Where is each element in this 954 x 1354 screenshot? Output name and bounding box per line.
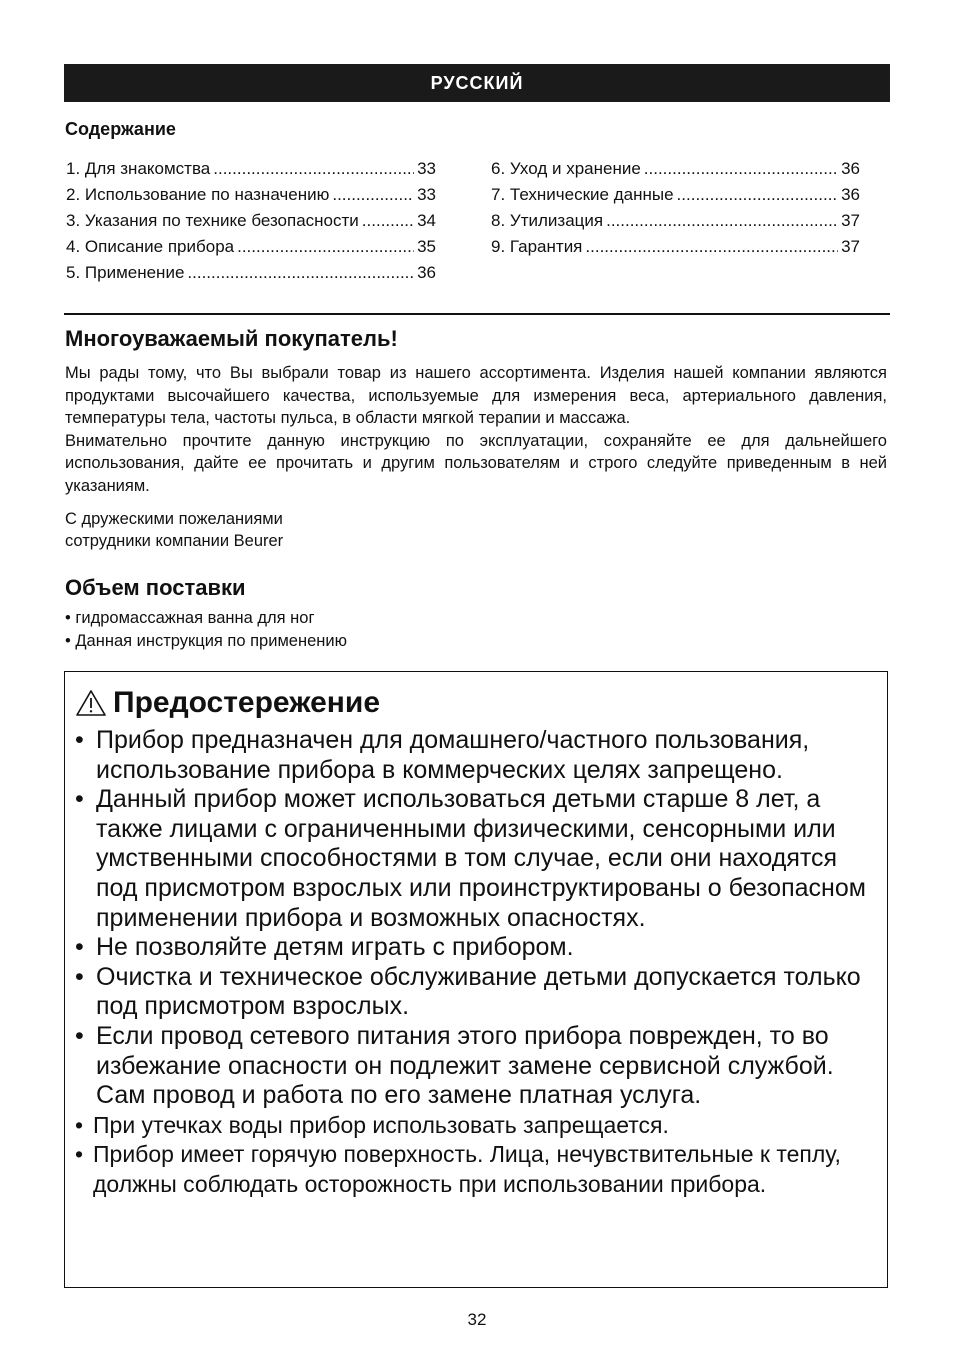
toc-item (491, 182, 860, 208)
toc-title: Содержание (65, 119, 176, 139)
warning-triangle-icon (75, 689, 107, 717)
list-item-text: Данная инструкция по применению (75, 632, 347, 650)
toc-item-label: 9. Гарантия (491, 237, 583, 256)
intro-text (65, 362, 887, 497)
list-item: • гидромассажная ванна для ног (65, 609, 315, 627)
toc-item-page: 37 (841, 211, 860, 230)
toc-item-page: 36 (841, 159, 860, 178)
warning-title (75, 686, 380, 720)
toc-leader-dots (585, 234, 838, 260)
toc-leader-dots (362, 208, 414, 234)
toc-item-page: 33 (417, 185, 436, 204)
warning-item: • Прибор предназначен для домашнего/частного пользования, использование прибора в коммерческих целях запрещено. (75, 726, 880, 785)
warning-title-text: Предостережение (113, 686, 381, 719)
warning-item-text: Очистка и техническое обслуживание детьми допускается только под присмотром взрослых. (96, 962, 861, 1021)
toc-item-label: 1. Для знакомства (66, 159, 211, 178)
toc-item (491, 208, 860, 234)
warning-box (64, 671, 888, 1288)
toc-item-label: 3. Указания по технике безопасности (66, 211, 359, 230)
warning-item-text: Не позволяйте детям играть с прибором. (96, 933, 574, 962)
toc-item-page: 34 (417, 211, 436, 230)
warning-item-text: Данный прибор может использоваться детьми старше 8 лет, а также лицами с ограниченными физическими, сенсорными или умственными способностями в том случае, если они находятся под присмотром взрослых или проинструктированы о безопасном применении прибора и возможных опасностях. (96, 785, 866, 932)
section-divider (64, 313, 890, 315)
toc-item (491, 156, 860, 182)
warning-item-text: При утечках воды прибор использовать запрещается. (93, 1111, 669, 1138)
toc-leader-dots (606, 208, 838, 234)
greeting-line: С дружескими пожеланиями (65, 510, 283, 528)
greeting (65, 508, 283, 552)
toc-item-label: 4. Описание прибора (66, 237, 235, 256)
delivery-list (65, 607, 347, 653)
toc-leader-dots (644, 156, 838, 182)
warning-item: • Если провод сетевого питания этого прибора поврежден, то во избежание опасности он подлежит замене сервисной службой. Сам провод и работа по его замене платная услуга. (75, 1022, 880, 1111)
list-item-text: гидромассажная ванна для ног (75, 609, 315, 627)
warning-item: • Не позволяйте детям играть с прибором. (75, 933, 880, 963)
toc-item (491, 234, 860, 260)
toc-column-right (491, 156, 860, 260)
toc-item-label: 5. Применение (66, 263, 185, 282)
toc-leader-dots (187, 260, 414, 286)
toc-item-label: 7. Технические данные (491, 185, 674, 204)
intro-paragraph: Внимательно прочтите данную инструкцию по эксплуатации, сохраняйте ее для дальнейшего использования, дайте ее прочитать и другим пользователям и строго следуйте приведенным в ней указаниям. (65, 431, 887, 495)
toc-item (66, 234, 436, 260)
warning-item: • Прибор имеет горячую поверхность. Лица, нечувствительные к теплу, должны соблюдать осторожность при использовании прибора. (75, 1140, 880, 1199)
toc-item-page: 36 (417, 263, 436, 282)
warning-item-text: Если провод сетевого питания этого прибора поврежден, то во избежание опасности он подлежит замене сервисной службой. Сам провод и работа по его замене платная услуга. (96, 1021, 834, 1110)
delivery-heading: Объем поставки (65, 575, 246, 600)
warning-item: • Данный прибор может использоваться детьми старше 8 лет, а также лицами с ограниченными физическими, сенсорными или умственными способностями в том случае, если они находятся под присмотром взрослых или проинструктированы о безопасном применении прибора и возможных опасностях. (75, 785, 880, 933)
toc-item-label: 6. Уход и хранение (491, 159, 641, 178)
intro-heading: Многоуважаемый покупатель! (65, 326, 398, 351)
toc-item-page: 33 (417, 159, 436, 178)
toc-item (66, 208, 436, 234)
toc-item (66, 156, 436, 182)
toc-column-left (66, 156, 436, 286)
intro-paragraph: Мы рады тому, что Вы выбрали товар из нашего ассортимента. Изделия нашей компании являются продуктами высочайшего качества, используемые для измерения веса, артериального давления, температуры тела, частоты пульса, в области мягкой терапии и массажа. (65, 364, 887, 427)
page-number: 32 (467, 1310, 487, 1329)
toc-leader-dots (677, 182, 839, 208)
greeting-line: сотрудники компании Beurer (65, 532, 284, 550)
toc-leader-dots (213, 156, 414, 182)
toc-leader-dots (237, 234, 414, 260)
language-header-bar (64, 64, 890, 102)
toc-item-page: 36 (841, 185, 860, 204)
toc-item (66, 260, 436, 286)
toc-item-label: 8. Утилизация (491, 211, 604, 230)
language-label: РУССКИЙ (430, 72, 524, 93)
toc-item-label: 2. Использование по назначению (66, 185, 330, 204)
toc-leader-dots (332, 182, 414, 208)
warning-item-text: Прибор имеет горячую поверхность. Лица, нечувствительные к теплу, должны соблюдать осторожность при использовании прибора. (93, 1141, 841, 1197)
warning-item-text: Прибор предназначен для домашнего/частного пользования, использование прибора в коммерческих целях запрещено. (96, 726, 810, 784)
list-item: • Данная инструкция по применению (65, 632, 347, 650)
toc-item-page: 37 (841, 237, 860, 256)
warning-item: • Очистка и техническое обслуживание детьми допускается только под присмотром взрослых. (75, 963, 880, 1022)
warning-list (75, 726, 880, 1199)
toc-item (66, 182, 436, 208)
warning-item: • При утечках воды прибор использовать запрещается. (75, 1111, 880, 1141)
toc-item-page: 35 (417, 237, 436, 256)
